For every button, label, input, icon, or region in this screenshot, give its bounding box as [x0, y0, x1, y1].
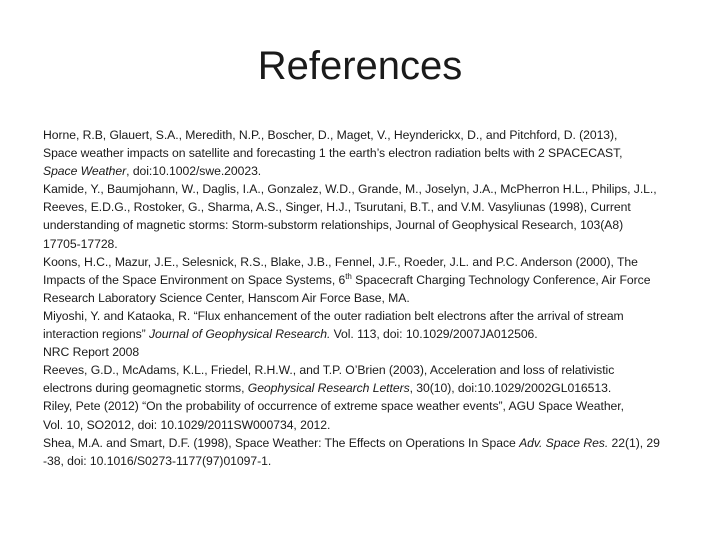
reference-text: Vol. 10, SO2012, doi: 10.1029/2011SW000734, 2012.	[43, 417, 331, 432]
reference-text: Miyoshi, Y. and Kataoka, R. “Flux enhancement of the outer radiation belt electrons after the arrival of stream	[43, 308, 624, 323]
reference-entry	[43, 253, 688, 307]
reference-entry	[43, 343, 688, 361]
reference-line	[43, 416, 688, 434]
reference-text: Reeves, E.D.G., Rostoker, G., Sharma, A.S., Singer, H.J., Tsurutani, B.T., and V.M. Vasyliunas (1998), Current	[43, 200, 631, 215]
reference-line	[43, 180, 688, 198]
reference-text: understanding of magnetic storms: Storm-substorm relationships, Journal of Geophysical Research, 103(A8)	[43, 218, 624, 233]
reference-text: Spacecraft Charging Technology Conference, Air Force	[351, 272, 651, 287]
reference-entry	[43, 397, 688, 433]
reference-text: NRC Report 2008	[43, 345, 140, 360]
reference-line	[43, 307, 688, 325]
reference-text: Kamide, Y., Baumjohann, W., Daglis, I.A., Gonzalez, W.D., Grande, M., Joselyn, J.A., McPherron H.L., Philips, J.L.,	[43, 182, 657, 197]
reference-entry	[43, 126, 688, 180]
reference-line	[43, 289, 688, 307]
reference-text: , doi:10.1002/swe.20023.	[126, 164, 262, 179]
reference-line	[43, 144, 688, 162]
reference-text: Horne, R.B, Glauert, S.A., Meredith, N.P., Boscher, D., Maget, V., Heynderickx, D., and Pitchford, D. (2013),	[43, 128, 618, 142]
reference-text: Reeves, G.D., McAdams, K.L., Friedel, R.H.W., and T.P. O’Brien (2003), Acceleration and loss of relativistic	[43, 363, 615, 378]
reference-entry	[43, 361, 688, 397]
reference-line	[43, 343, 688, 361]
reference-text: 17705-17728.	[43, 236, 118, 251]
italic-text: Geophysical Research Letters	[247, 381, 410, 396]
reference-text: Research Laboratory Science Center, Hanscom Air Force Base, MA.	[43, 290, 410, 305]
reference-line	[43, 198, 688, 216]
reference-line	[43, 397, 688, 415]
reference-line	[43, 235, 688, 253]
reference-entry	[43, 307, 688, 343]
reference-line	[43, 253, 688, 271]
reference-text: Riley, Pete (2012) “On the probability of occurrence of extreme space weather events”, AGU Space Weather,	[43, 399, 624, 414]
reference-text: Vol. 113, doi: 10.1029/2007JA012506.	[330, 327, 538, 342]
reference-line	[43, 126, 688, 144]
reference-text: Space weather impacts on satellite and forecasting 1 the earth’s electron radiation belts with 2 SPACECAST,	[43, 146, 623, 161]
reference-line	[43, 434, 688, 452]
reference-text: Koons, H.C., Mazur, J.E., Selesnick, R.S., Blake, J.B., Fennel, J.F., Roeder, J.L. and P.C. Anderson (2000), The	[43, 254, 638, 269]
reference-line	[43, 379, 688, 397]
reference-text: 22(1), 29	[608, 435, 660, 450]
reference-text: interaction regions”	[43, 327, 149, 342]
reference-line	[43, 216, 688, 234]
superscript-text: th	[345, 271, 352, 281]
reference-line	[43, 452, 688, 470]
reference-line	[43, 271, 688, 289]
reference-text: Shea, M.A. and Smart, D.F. (1998), Space Weather: The Effects on Operations In Space	[43, 435, 520, 450]
reference-text: -38, doi: 10.1016/S0273-1177(97)01097-1.	[43, 453, 272, 468]
italic-text: Space Weather	[43, 164, 127, 179]
reference-text: , 30(10), doi:10.1029/2002GL016513.	[409, 381, 612, 396]
reference-list	[43, 126, 688, 470]
reference-line	[43, 361, 688, 379]
page-title: References	[257, 44, 463, 88]
italic-text: Adv. Space Res.	[519, 435, 609, 450]
italic-text: Journal of Geophysical Research.	[148, 327, 331, 342]
reference-entry	[43, 180, 688, 252]
reference-entry	[43, 434, 688, 470]
reference-text: Impacts of the Space Environment on Space Systems, 6	[43, 272, 346, 287]
reference-line	[43, 325, 688, 343]
reference-text: electrons during geomagnetic storms,	[43, 381, 248, 396]
reference-line	[43, 162, 688, 180]
